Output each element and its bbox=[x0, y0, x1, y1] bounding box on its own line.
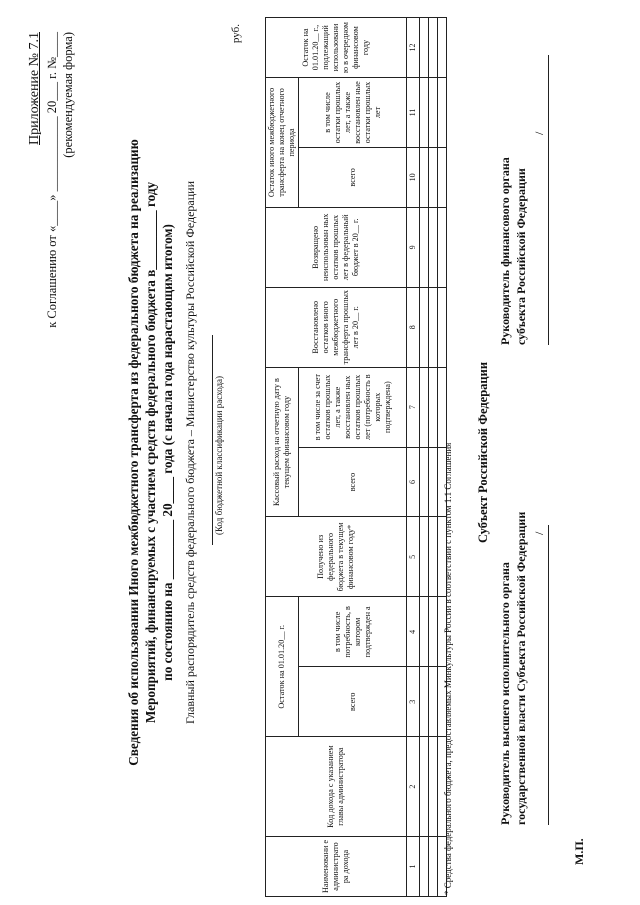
header-admin-name: Наименовани е администрато ра дохода bbox=[266, 837, 407, 897]
signature-right-slash: / bbox=[532, 131, 546, 135]
currency-unit: руб. bbox=[230, 24, 242, 44]
budget-code-line bbox=[212, 335, 213, 545]
agreement-line: к Соглашению от «____» ____________ 20___ г. №____ bbox=[45, 32, 59, 328]
column-number: 10 bbox=[407, 147, 420, 207]
header-income-code: Код дохода с указанием главы администратора bbox=[266, 737, 407, 837]
footnote: * Средства федерального бюджета, предоставляемых Минкультуры России в соответствии с пунктом 1.1 Соглашения bbox=[443, 442, 453, 895]
budget-code-label: (Код бюджетной классификации расхода) bbox=[214, 375, 224, 535]
signature-right-title1: Руководитель финансового органа bbox=[498, 157, 512, 345]
signature-right-title2: субъекта Российской Федерации bbox=[514, 168, 528, 345]
header-received: Получено из федерального бюджета в текущем финансовом году* bbox=[266, 517, 407, 597]
header-cash-expense: Кассовый расход на отчетную дату в текущем финансовом году bbox=[266, 367, 299, 517]
column-number: 6 bbox=[407, 447, 420, 517]
column-number: 4 bbox=[407, 597, 420, 667]
header-balance-incl: в том числе потребность, в котором подтвержден а bbox=[299, 597, 407, 667]
header-balance-total: всего bbox=[299, 667, 407, 737]
header-cash-incl: в том числе за счет остатков прошлых лет, а также восстановлен ных остатков прошлых лет (потребность в которых подтверждена) bbox=[299, 367, 407, 447]
table-row bbox=[420, 18, 429, 897]
header-restored: Восстановлено остатков иного межбюджетного трансферта прошлых лет в 20__ г. bbox=[266, 287, 407, 367]
header-cash-total: всего bbox=[299, 447, 407, 517]
form-note: (рекомендуемая форма) bbox=[61, 32, 75, 158]
header-balance-start: Остаток на 01.01.20__ г. bbox=[266, 597, 299, 737]
report-title-line2: Мероприятий, финансируемых с участием средств федерального бюджета в_________ году bbox=[143, 181, 158, 724]
column-number: 11 bbox=[407, 78, 420, 148]
appendix-label: Приложение № 7.1 bbox=[27, 32, 42, 145]
signature-right-line bbox=[548, 55, 549, 345]
signature-left-title1: Руководитель высшего исполнительного органа bbox=[498, 562, 512, 825]
signature-left-title2: государственной власти Субъекта Российской Федерации bbox=[514, 511, 528, 825]
column-number: 2 bbox=[407, 737, 420, 837]
signature-left-line bbox=[548, 525, 549, 825]
column-number: 7 bbox=[407, 367, 420, 447]
report-title-line3: по состоянию на _________ 20____ года (с начала года нарастающим итогом) bbox=[160, 224, 175, 681]
column-number: 3 bbox=[407, 667, 420, 737]
distributor-line: Главный распорядитель средств федерального бюджета – Министерство культуры Российской Федерации bbox=[183, 180, 197, 725]
subject-heading: Субъект Российской Федерации bbox=[476, 361, 490, 544]
header-remainder-total: всего bbox=[299, 147, 407, 207]
column-number: 8 bbox=[407, 287, 420, 367]
seal-mark: М.П. bbox=[572, 838, 586, 865]
column-number: 1 bbox=[407, 837, 420, 897]
column-number: 5 bbox=[407, 517, 420, 597]
table-row bbox=[429, 18, 438, 897]
column-number: 12 bbox=[407, 18, 420, 78]
header-remainder-next-year: Остаток на 01.01.20__ г., подлежащий использовани ю в очередном финансовом году bbox=[266, 18, 407, 78]
report-title-line1: Сведения об использовании Иного межбюджетного трансферта из федерального бюджета на реализацию bbox=[126, 139, 141, 766]
report-table bbox=[265, 17, 447, 897]
header-remainder-end: Остаток иного межбюджетного трансферта на конец отчетного периода bbox=[266, 78, 299, 208]
header-returned: Возвращено неиспользован ных остатков прошлых лет в федеральный бюджет в 20__ г. bbox=[266, 207, 407, 287]
column-number: 9 bbox=[407, 207, 420, 287]
header-remainder-incl: в том числе остатки прошлых лет, а также восстановлен ные остатки прошлых лет bbox=[299, 78, 407, 148]
signature-left-slash: / bbox=[532, 531, 546, 535]
